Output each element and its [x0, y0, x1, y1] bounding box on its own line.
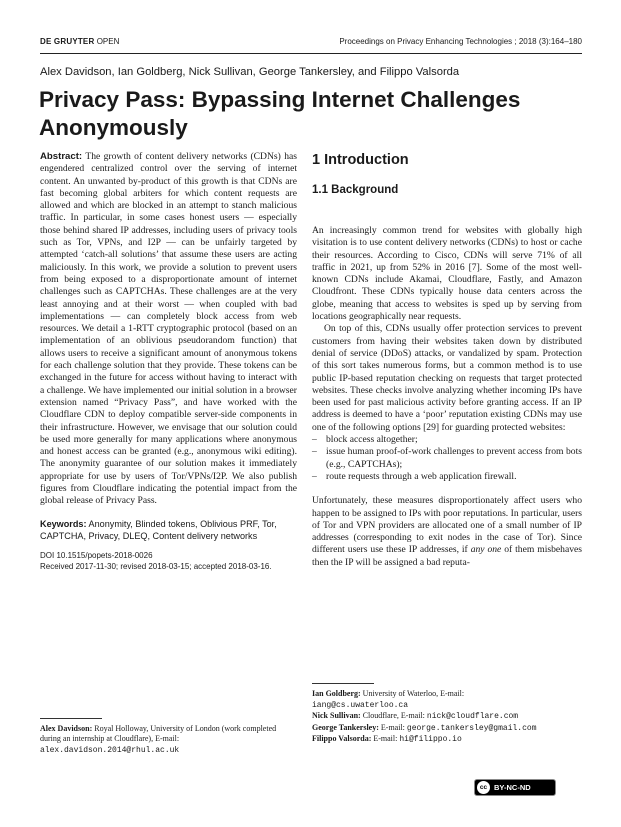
publisher: [40, 37, 119, 46]
license-label: BY-NC-ND: [494, 783, 531, 792]
footnote-name: Ian Goldberg:: [312, 689, 361, 698]
introduction-body: [312, 225, 582, 569]
footnote-email[interactable]: hi@filippo.io: [399, 735, 462, 745]
publisher-name: DE GRUYTER: [40, 37, 95, 46]
list-item: – route requests through a web application firewall.: [312, 471, 582, 483]
cc-license-badge[interactable]: [474, 779, 556, 796]
author-footnote: [312, 689, 582, 711]
left-column: [40, 151, 297, 572]
paragraph: An increasingly common trend for websites with globally high visitation is to use content delivery networks (CDNs) to host or cache their resources. According to Cisco, CDNs will serve 71% of all traffic in 2021, up from 52% in 2016 [7]. Some of the most well-known CDNs include Akamai, Cloudflare, Fastly, and Amazon Cloudfront. These CDNs typically house data centers across the globe, meaning that access to websites is sped up by serving from locations geographically near requests.: [312, 225, 582, 323]
footnote-affiliation: University of Waterloo, E-mail:: [362, 689, 465, 698]
footnote-affiliation: E-mail:: [373, 734, 398, 744]
footnote-name: Alex Davidson:: [40, 724, 93, 733]
abstract: [40, 151, 297, 508]
author-footnotes: [312, 689, 582, 746]
creative-commons-icon: cc: [477, 781, 490, 794]
footnote-email[interactable]: alex.davidson.2014@rhul.ac.uk: [40, 745, 180, 755]
paragraph-text: Unfortunately, these measures disproportionately affect users who happen to be assigned to IPs with poor reputations. In particular, users of Tor and VPN providers are allocated one of a small number of IP addresses (corresponding to exit nodes in the case of Tor). Since different users use these IP addresses, if: [312, 495, 582, 556]
footnote-email[interactable]: nick@cloudflare.com: [426, 712, 519, 722]
submission-dates: Received 2017-11-30; revised 2018-03-15; accepted 2018-03-16.: [40, 562, 272, 572]
footnote-email[interactable]: iang@cs.uwaterloo.ca: [312, 700, 409, 710]
list-item: – block access altogether;: [312, 434, 582, 446]
author-list: Alex Davidson, Ian Goldberg, Nick Sullivan, George Tankersley, and Filippo Valsorda: [40, 66, 460, 78]
author-footnote: [312, 711, 582, 723]
footnote-affiliation: Cloudflare, E-mail:: [362, 711, 425, 721]
emphasis: any one: [470, 544, 502, 556]
footnote-rule-left: [40, 718, 102, 719]
paragraph: [312, 495, 582, 569]
subsection-title: 1.1 Background: [312, 184, 399, 196]
keywords-label: Keywords:: [40, 518, 87, 529]
abstract-text: The growth of content delivery networks (CDNs) has engendered centralized control over the serving of internet content. An unwanted by-product of this growth is that CDNs are fast becoming global arbiters for which content requests are allowed and which are blocked in an attempt to stanch malicious traffic. In particular, in some cases honest users — especially those behind shared IP addresses, including users of privacy tools such as Tor, VPNs, and I2P — can be unfairly targeted by attempted ‘catch-all solutions’ that assume these users are acting maliciously. In this work, we provide a solution to prevent users from being exposed to a disproportionate amount of internet challenges such as CAPTCHAs. These challenges are at the very least annoying and at their worst — when coupled with bad implementations — can completely block access from web resources. We detail a 1-RTT cryptographic protocol (based on an implementation of an oblivious pseudorandom function) that allows users to receive a significant amount of anonymous tokens for each challenge solution that they provide. These tokens can be exchanged in the future for access without having to interact with a challenge. We have implemented our initial solution in a browser extension named “Privacy Pass”, and have worked with the Cloudflare CDN to deploy compatible server-side components in their infrastructure. However, we envisage that our solution could be used more generally for many applications where anonymous and honest access can be granted (e.g., anonymous wiki editing). The anonymity guarantee of our solution makes it immediately appropriate for use by users of Tor/VPNs/I2P. We also publish figures from Cloudflare indicating the potential impact from the global release of Privacy Pass.: [40, 151, 297, 507]
footnote-email[interactable]: george.tankersley@gmail.com: [406, 723, 537, 733]
author-footnote: [312, 723, 582, 735]
section-title: 1 Introduction: [312, 152, 409, 168]
footnote-name: George Tankersley:: [312, 722, 379, 732]
keywords: [40, 518, 297, 543]
paragraph: On top of this, CDNs usually offer protection services to prevent customers from having their websites taken down by distributed denial of service (DDoS) attacks, or vandalized by spam. Protection of this sort takes numerous forms, but a common method is to use public IP-based reputation checking on requests that target protected websites. These checks involve analyzing whether incoming IPs have been used for past malicious activity before granting access. If an IP address is deemed to have a ‘poor’ reputation existing CDNs may use one of the following options [29] for guarding protected websites:: [312, 323, 582, 433]
page-header: [40, 37, 582, 51]
footnote-affiliation: Royal Holloway, University of London (work completed during an internship at Cloudflare), E-mail:: [40, 724, 277, 744]
footnote-rule-right: [312, 683, 374, 684]
publisher-suffix: OPEN: [96, 37, 120, 46]
paragraph-text: of them misbehaves then the IP will be assigned a bad reputa-: [312, 544, 582, 568]
paper-title: Privacy Pass: Bypassing Internet Challenges Anonymously: [39, 87, 521, 140]
abstract-label: Abstract:: [40, 151, 83, 162]
author-footnote-davidson: [40, 724, 297, 756]
header-rule: [40, 53, 582, 54]
doi: DOI 10.1515/popets-2018-0026: [40, 551, 153, 561]
keywords-text: Anonymity, Blinded tokens, Oblivious PRF, Tor, CAPTCHA, Privacy, DLEQ, Content delivery networks: [40, 518, 277, 541]
list-item: – issue human proof-of-work challenges to prevent access from bots (e.g., CAPTCHAs);: [312, 446, 582, 471]
footnote-name: Nick Sullivan:: [312, 711, 361, 721]
options-list: [312, 434, 582, 483]
journal-citation: Proceedings on Privacy Enhancing Technologies ; 2018 (3):164–180: [339, 37, 582, 46]
footnote-name: Filippo Valsorda:: [312, 734, 372, 744]
footnote-affiliation: E-mail:: [380, 722, 405, 732]
author-footnote: [312, 734, 582, 746]
